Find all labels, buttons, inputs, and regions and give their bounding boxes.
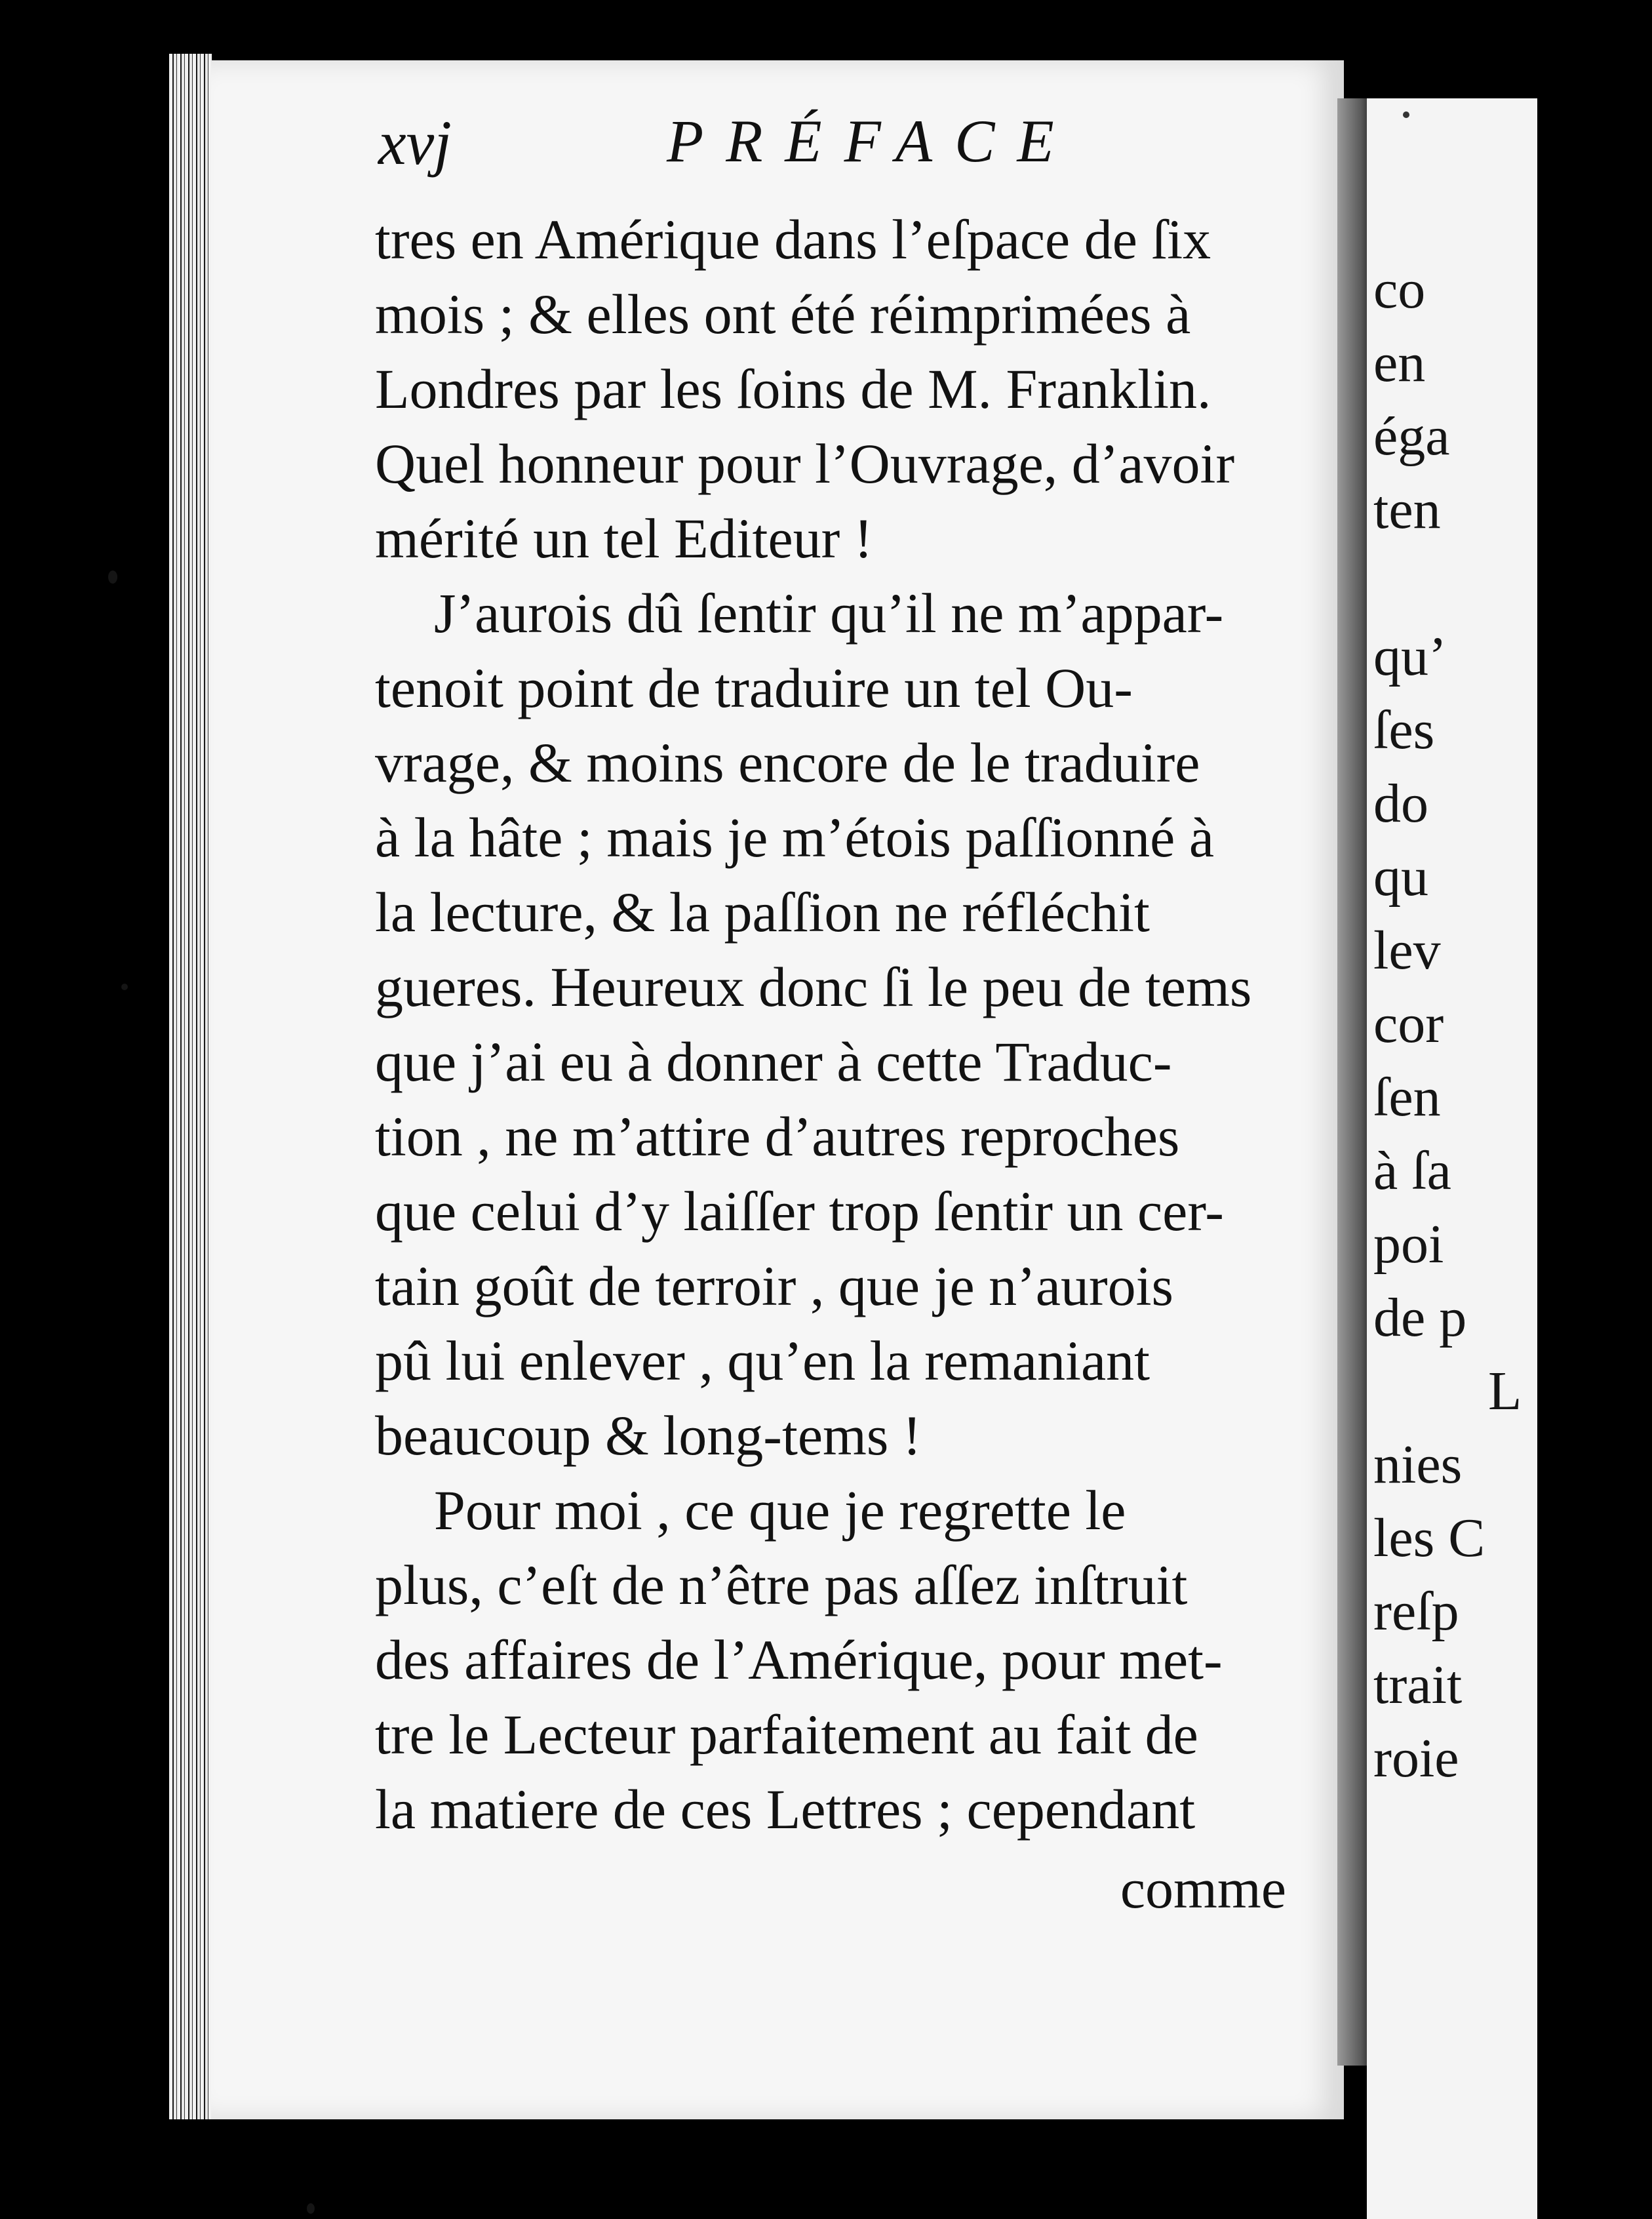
text-fragment: nies — [1373, 1434, 1463, 1495]
text-line: vrage, & moins encore de le traduire — [375, 731, 1200, 794]
page-header — [378, 106, 1296, 185]
text-fragment: qu — [1373, 847, 1428, 908]
text-line: que j’ai eu à donner à cette Traduc- — [375, 1030, 1172, 1093]
text-line: mérité un tel Editeur ! — [375, 507, 873, 570]
text-line: tenoit point de traduire un tel Ou- — [375, 656, 1133, 719]
running-head: PRÉFACE — [667, 108, 1076, 174]
text-fragment: ſes — [1373, 700, 1435, 761]
text-line: tain goût de terroir , que je n’aurois — [375, 1254, 1173, 1317]
text-line: J’aurois dû ſentir qu’il ne m’appar- — [434, 582, 1224, 645]
text-fragment: qu’ — [1373, 626, 1447, 687]
text-fragment: trait — [1373, 1654, 1463, 1715]
catchword: comme — [1120, 1857, 1286, 1920]
text-line: tres en Amérique dans l’eſpace de ſix — [375, 208, 1211, 271]
text-fragment: ſen — [1373, 1067, 1441, 1128]
text-line: plus, c’eſt de n’être pas aſſez inſtruit — [375, 1553, 1188, 1616]
right-page — [1367, 98, 1537, 2219]
ink-speck — [121, 984, 128, 990]
text-line: Quel honneur pour l’Ouvrage, d’avoir — [375, 432, 1235, 495]
text-fragment: cor — [1373, 993, 1444, 1054]
text-fragment: en — [1373, 332, 1426, 393]
text-fragment: reſp — [1373, 1581, 1459, 1642]
text-line: la lecture, & la paſſion ne réfléchit — [375, 881, 1150, 944]
ink-speck — [307, 2203, 315, 2214]
text-line: beaucoup & long-tems ! — [375, 1404, 922, 1467]
text-line: la matiere de ces Lettres ; cependant — [375, 1778, 1196, 1841]
text-fragment: de p — [1373, 1287, 1467, 1348]
text-line: gueres. Heureux donc ſi le peu de tems — [375, 955, 1252, 1018]
folio: xvj — [378, 108, 452, 178]
text-fragment: poi — [1373, 1214, 1444, 1275]
text-line: que celui d’y laiſſer trop ſentir un cer- — [375, 1180, 1224, 1243]
ink-dot — [1403, 111, 1409, 118]
text-line: Pour moi , ce que je regrette le — [434, 1479, 1126, 1542]
page-edges — [169, 54, 212, 2119]
text-line: tion , ne m’attire d’autres reproches — [375, 1105, 1180, 1168]
text-line: pû lui enlever , qu’en la remaniant — [375, 1329, 1150, 1392]
text-fragment: L — [1488, 1361, 1522, 1422]
text-line: des affaires de l’Amérique, pour met- — [375, 1628, 1223, 1691]
text-line: tre le Lecteur parfaitement au fait de — [375, 1703, 1198, 1766]
text-line: Londres par les ſoins de M. Franklin. — [375, 357, 1211, 420]
text-fragment: ten — [1373, 479, 1441, 540]
text-fragment: lev — [1373, 920, 1441, 981]
ink-speck — [108, 570, 117, 584]
text-fragment: do — [1373, 773, 1428, 834]
body-text — [375, 208, 1358, 2014]
text-line: mois ; & elles ont été réimprimées à — [375, 283, 1191, 346]
text-fragment: les C — [1373, 1508, 1485, 1569]
text-fragment: co — [1373, 259, 1426, 320]
left-page — [211, 60, 1344, 2119]
text-fragment: à ſa — [1373, 1140, 1451, 1201]
text-line: à la hâte ; mais je m’étois paſſionné à — [375, 806, 1215, 869]
text-fragment: éga — [1373, 406, 1450, 467]
text-fragment: roie — [1373, 1728, 1459, 1789]
